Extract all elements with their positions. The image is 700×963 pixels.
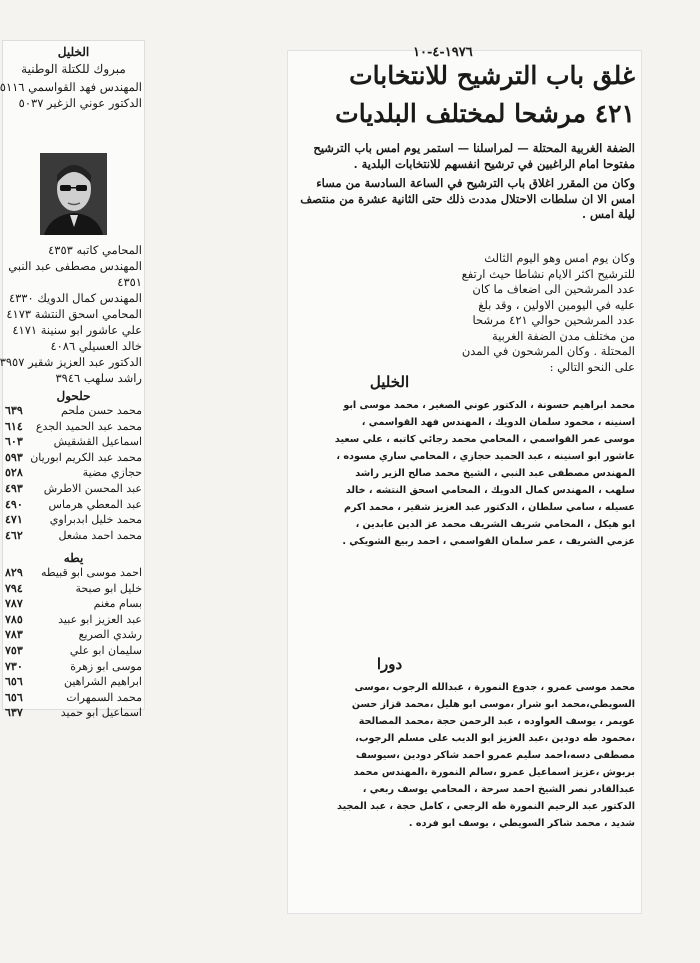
- hebron-candidates: محمد ابراهيم حسونة ، الدكتور عوني الصغير ، محمد موسى ابو اسنينه ، محمود سلمان الدويك ، المهندس فهد القواسمي ، موسى عمر القواسمي ، المحامي محمد رجائي كاتبه ، علي سعيد عاشور ابو اسنينه ، عبد الحميد حجازي ، المحامي ساري مسوده ، المهندس مصطفى عبد النبي ، الشيخ محمد صالح الزير راشد سلهب ، المهندس كمال الدويك ، المحامي اسحق النتشه ، خالد عسيله ، سامي سلطان ، الدكتور عبد العزيز شقير ، محمد اكرم ابو هيكل ، المحامي شريف الشريف محمد عز الدين عابدين ، عزمي الشريف ، عمر سلمان القواسمي ، احمد ربيع الشويكي .: [334, 400, 635, 547]
- result-line: المحامي اسحق النتشة ٤١٧٣: [6, 307, 142, 321]
- result-line: علي عاشور ابو سنينة ٤١٧١: [12, 323, 142, 337]
- halhul-section: [3, 389, 144, 543]
- list-item: رشدي الصريع ٧٨٣: [5, 628, 142, 642]
- headline-sub: ٤٢١ مرشحا لمختلف البلديات: [335, 99, 635, 128]
- left-clipping: [0, 40, 145, 720]
- left-heading: الخليل: [57, 45, 90, 59]
- intro-line: المهندس فهد القواسمي ٥١١٦: [0, 80, 142, 94]
- result-line: الدكتور عبد العزيز شقير ٣٩٥٧: [0, 355, 142, 369]
- left-subheading: مبروك للكتلة الوطنية: [21, 62, 126, 76]
- yatta-title: يطه: [63, 551, 84, 565]
- headline-main: غلق باب الترشيح للانتخابات: [349, 61, 635, 90]
- right-clipping: [287, 45, 642, 914]
- article-column: [458, 251, 635, 375]
- result-line: المهندس مصطفى عبد النبي: [8, 259, 142, 273]
- list-item: سليمان ابو علي ٧٥٣: [5, 643, 142, 657]
- dura-candidates: محمد موسى عمرو ، جدوع النمورة ، عبدالله الرجوب ،موسى السويطي،محمد ابو شرار ،موسى ابو هليل ،محمد قزاز حسن عويمر ، يوسف العواوده ، عبد الرحمن حجة ،محمد المصالحة ،محمود طه دودين ،عبد العزيز ابو الديب على مسلم الرجوب، مصطفى دسه،احمد سليم عمرو احمد شاكر دودين ،سيوسف بربوش ،عزيز اسماعيل عمرو ،سالم النمورة ،المهندس محمد عبدالقادر نصر الشيخ احمد سرحة ، المحامي يوسف ربعي ، الدكتور عبد الرحيم النمورة طه الرجعي ، كامل حجة ، عبد المجيد شديد ، محمد شاكر السويطي ، يوسف ابو فرده .: [337, 682, 635, 829]
- list-item: ابراهيم الشراهين ٦٥٦: [5, 675, 142, 689]
- list-item: محمد احمد مشعل ٤٦٢: [5, 528, 142, 542]
- lead-paragraph: وكان من المقرر اغلاق باب الترشيح في الساعة السادسة من مساء امس الا ان سلطات الاحتلال مددت ذلك حتى الثانية عشرة من منتصف ليلة امس .: [300, 176, 635, 221]
- lead-text: [298, 141, 635, 223]
- handwritten-date: ١٩٧٦-٤-١٠: [413, 45, 473, 60]
- intro-line: الدكتور عوني الزغير ٥٠٣٧: [18, 96, 142, 110]
- candidate-photo: [40, 153, 107, 235]
- left-intro: [0, 79, 142, 111]
- list-item: اسماعيل ابو حميد ٦٣٧: [5, 706, 142, 720]
- result-line: المحامي كاتبه ٤٣٥٣: [48, 243, 142, 257]
- list-item: بسام مغنم ٧٨٧: [5, 597, 142, 611]
- list-item: عبد العزيز ابو عبيد ٧٨٥: [5, 612, 142, 626]
- list-item: محمد خليل ابدبراوي ٤٧١: [5, 513, 142, 527]
- list-item: اسماعيل القشقيش ٦٠٣: [5, 435, 142, 449]
- yatta-section: [3, 551, 144, 721]
- dura-subheading: دورا: [376, 655, 403, 673]
- list-item: موسى ابو زهرة ٧٣٠: [5, 659, 142, 673]
- list-item: محمد السمهرات ٦٥٦: [5, 690, 142, 704]
- halhul-title: حلحول: [56, 389, 91, 403]
- lead-paragraph: الضفة الغربية المحتلة — لمراسلنا — استمر يوم امس باب الترشيح مفتوحا امام الراغبين في ترشيح انفسهم للانتخابات البلدية .: [313, 141, 635, 171]
- hebron-subheading: الخليل: [369, 373, 410, 391]
- list-item: عبد المحسن الاطرش ٤٩٣: [5, 481, 142, 495]
- result-line: ٤٣٥١: [117, 275, 142, 289]
- portrait-image: [40, 153, 107, 235]
- hebron-results: [0, 242, 142, 386]
- column-paragraph: وكان يوم امس وهو اليوم الثالث للترشيح اكثر الايام نشاطا حيث ارتفع عدد المرشحين الى اضعاف ما كان عليه في اليومين الاولين ، وقد بلغ عدد المرشحين حوالي ٤٢١ مرشحا من مختلف مدن الضفة الغربية المحتلة . وكان المرشحون في المدن على النحو التالي :: [461, 251, 635, 374]
- list-item: محمد عبد الكريم ابوريان ٥٩٣: [5, 450, 142, 464]
- list-item: عبد المعطي هرماس ٤٩٠: [5, 497, 142, 511]
- result-line: راشد سلهب ٣٩٤٦: [55, 371, 142, 385]
- list-item: خليل ابو صبحة ٧٩٤: [5, 581, 142, 595]
- list-item: محمد حسن ملحم ٦٣٩: [5, 404, 142, 417]
- list-item: حجازي مضية ٥٢٨: [5, 466, 142, 480]
- result-line: المهندس كمال الدويك ٤٣٣٠: [8, 291, 142, 305]
- list-item: محمد عبد الحميد الجدع ٦١٤: [5, 419, 142, 433]
- result-line: خالد العسيلي ٤٠٨٦: [50, 339, 142, 353]
- list-item: احمد موسى ابو قبيطه ٨٢٩: [5, 566, 142, 579]
